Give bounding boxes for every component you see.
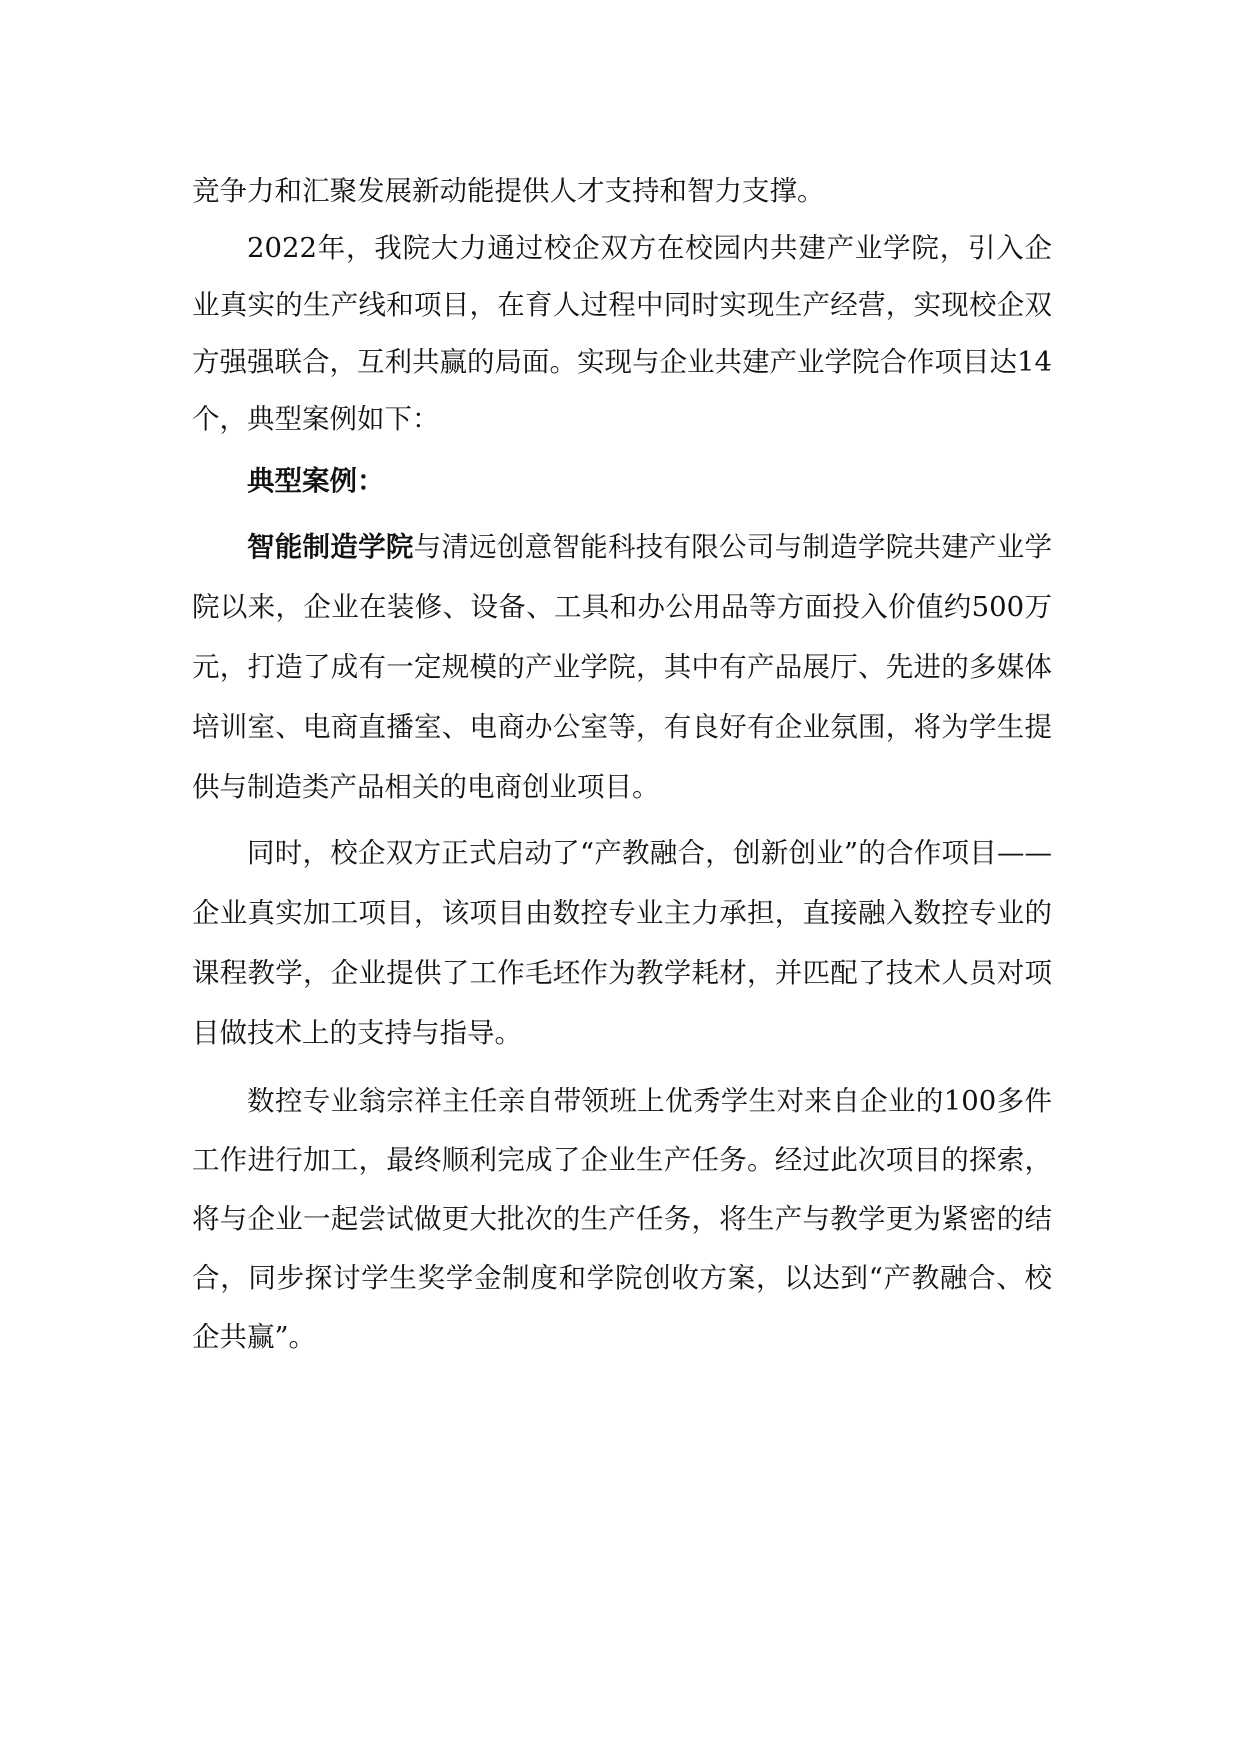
paragraph-continuation: 竞争力和汇聚发展新动能提供人才支持和智力支撑。	[192, 175, 825, 207]
paragraph-cooperation-project: 同时，校企双方正式启动了“产教融合，创新创业”的合作项目——企业真实加工项目，该项目由数控专业主力承担，直接融入数控专业的课程教学，企业提供了工作毛坯作为教学耗材，并匹配了技术人员对项目做技术上的支持与指导。	[192, 837, 1052, 1049]
paragraph-case-text: 与清远创意智能科技有限公司与制造学院共建产业学院以来，企业在装修、设备、工具和办公用品等方面投入价值约500万元，打造了成有一定规模的产业学院，其中有产品展厅、先进的多媒体培训室、电商直播室、电商办公室等，有良好有企业氛围，将为学生提供与制造类产品相关的电商创业项目。	[192, 531, 1053, 803]
paragraph-cnc-production: 数控专业翁宗祥主任亲自带领班上优秀学生对来自企业的100多件工作进行加工，最终顺利完成了企业生产任务。经过此次项目的探索，将与企业一起尝试做更大批次的生产任务，将生产与教学更为紧密的结合，同步探讨学生奖学金制度和学院创收方案，以达到“产教融合、校企共赢”。	[192, 1085, 1052, 1353]
college-name-highlight: 智能制造学院	[247, 531, 414, 563]
paragraph-intro: 2022年，我院大力通过校企双方在校园内共建产业学院，引入企业真实的生产线和项目，在育人过程中同时实现生产经营，实现校企双方强强联合，互利共赢的局面。实现与企业共建产业学院合作项目达14个，典型案例如下：	[192, 232, 1052, 435]
section-heading-typical-cases: 典型案例：	[247, 465, 385, 497]
document-body	[192, 163, 1052, 1367]
paragraph-case-intelligent-manufacturing	[192, 517, 1052, 817]
